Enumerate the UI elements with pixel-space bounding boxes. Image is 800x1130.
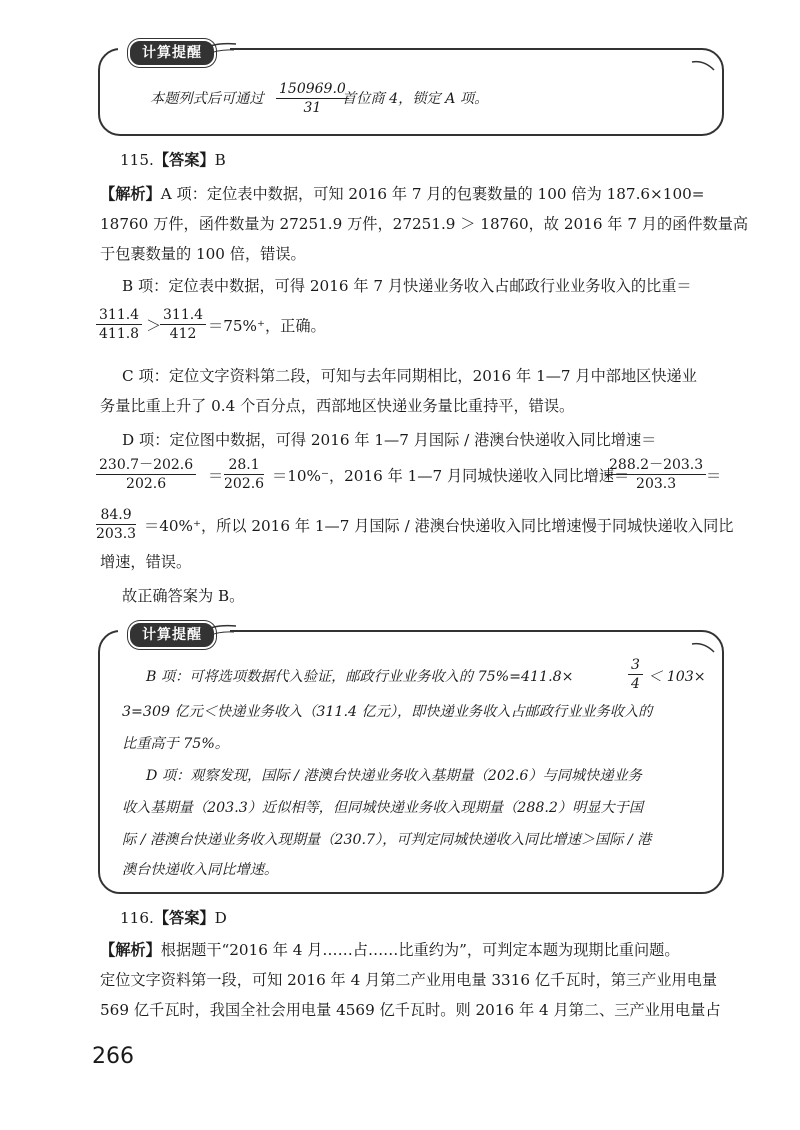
q115-d-eq-1: ＝ [208,467,224,485]
fraction-numerator: 311.4 [96,306,142,325]
fraction-numerator: 311.4 [160,306,206,325]
fraction-numerator: 230.7－202.6 [96,456,196,475]
q115-d-frac-1 [96,456,196,493]
q115-d-tail: ＝40%⁺，所以 2016 年 1—7 月国际 / 港澳台快递收入同比增速慢于同城快递收入同比 [144,517,734,535]
q115-d-frac-3 [606,456,706,493]
fraction-denominator: 412 [169,326,197,342]
answer-label: 【答案】 [153,151,215,169]
q115-b-frac-2 [160,306,206,343]
box2-b-line-1-pre: B 项：可将选项数据代入验证，邮政行业业务收入的 75%=411.8× [146,669,574,685]
box2-b-line-2: 3=309 亿元＜快递业务收入（311.4 亿元），即快递业务收入占邮政行业业务收入的 [122,704,653,720]
q115-b-frac-1 [96,306,142,343]
corner-swoosh-icon [200,38,240,58]
fraction-denominator: 203.3 [96,526,137,542]
fraction-denominator: 202.6 [224,476,265,492]
q116-l1: 根据题干“2016 年 4 月……占……比重约为”，可判定本题为现期比重问题。 [160,941,680,959]
q116-line-3: 569 亿千瓦时，我国全社会用电量 4569 亿千瓦时。则 2016 年 4 月第二、三产业用电量占 [100,1001,721,1019]
box1-fraction [276,80,349,117]
box1-text-b: 首位商 4，锁定 A 项。 [342,91,489,107]
q115-d-line-1: D 项：定位图中数据，可得 2016 年 1—7 月国际 / 港澳台快递收入同比增速＝ [122,431,657,449]
q115-a-line-1 [100,184,705,204]
fraction-numerator: 28.1 [224,456,264,475]
calc-reminder-tag-2: 计算提醒 [128,621,216,649]
analysis-label: 【解析】 [100,941,161,959]
q115-d-mid: ＝10%⁻，2016 年 1—7 月同城快递收入同比增速＝ [272,467,630,485]
box2-b-fraction [628,656,643,693]
q115-heading [120,150,226,170]
q115-d-eq-2: ＝ [706,467,722,485]
q115-b-tail: ＝75%⁺，正确。 [208,317,326,335]
page-number: 266 [92,1044,134,1069]
q115-c-line-1: C 项：定位文字资料第二段，可知与去年同期相比，2016 年 1—7 月中部地区快递业 [122,367,697,385]
corner-swoosh-icon [200,620,240,640]
q115-a-line-2: 18760 万件，函件数量为 27251.9 万件，27251.9 ＞ 18760，故 2016 年 7 月的函件数量高 [100,215,749,233]
q115-b-gt: ＞ [146,317,162,335]
q115-answer: B [214,151,226,169]
fraction-numerator: 84.9 [96,506,136,525]
q116-line-1 [100,940,680,960]
q115-number: 115. [120,151,154,169]
answer-label: 【答案】 [153,909,215,927]
q116-line-2: 定位文字资料第一段，可知 2016 年 4 月第二产业用电量 3316 亿千瓦时，第三产业用电量 [100,971,718,989]
q115-d-last: 增速，错误。 [100,553,192,571]
q116-answer: D [214,909,227,927]
q115-a1: A 项：定位表中数据，可知 2016 年 7 月的包裹数量的 100 倍为 187.6×100= [160,185,705,203]
box2-b-line-3: 比重高于 75%。 [122,736,229,752]
calc-reminder-tag-1: 计算提醒 [128,39,216,67]
analysis-label: 【解析】 [100,185,161,203]
q115-c-line-2: 务量比重上升了 0.4 个百分点，西部地区快递业务量比重持平，错误。 [100,397,575,415]
fraction-denominator: 31 [303,100,322,116]
q116-number: 116. [120,909,154,927]
q115-conclusion: 故正确答案为 B。 [122,587,245,605]
q115-a-line-3: 于包裹数量的 100 倍，错误。 [100,245,306,263]
box2-d-line-1: D 项：观察发现，国际 / 港澳台快递业务收入基期量（202.6）与同城快递业务 [146,768,642,784]
box2-b-line-1-post: ＜ 103× [648,669,706,685]
q115-d-frac-2 [224,456,264,493]
fraction-numerator: 150969.0 [276,80,349,99]
fraction-numerator: 3 [628,656,643,675]
box2-d-line-2: 收入基期量（203.3）近似相等，但同城快递业务收入现期量（288.2）明显大于国 [122,800,644,816]
fraction-denominator: 202.6 [126,476,167,492]
box2-d-line-3: 际 / 港澳台快递业务收入现期量（230.7），可判定同城快递收入同比增速＞国际 / 港 [122,832,652,848]
corner-swoosh-icon [690,638,718,658]
q115-d-frac-4 [96,506,136,543]
fraction-denominator: 4 [631,676,640,692]
fraction-numerator: 288.2－203.3 [606,456,706,475]
fraction-denominator: 411.8 [99,326,140,342]
box2-d-line-4: 澳台快递收入同比增速。 [122,862,279,878]
corner-swoosh-icon [690,56,718,76]
q115-b-line-1: B 项：定位表中数据，可得 2016 年 7 月快递业务收入占邮政行业业务收入的比重＝ [122,277,692,295]
q116-heading [120,908,227,928]
box1-text-a: 本题列式后可通过 [150,91,264,107]
fraction-denominator: 203.3 [636,476,677,492]
